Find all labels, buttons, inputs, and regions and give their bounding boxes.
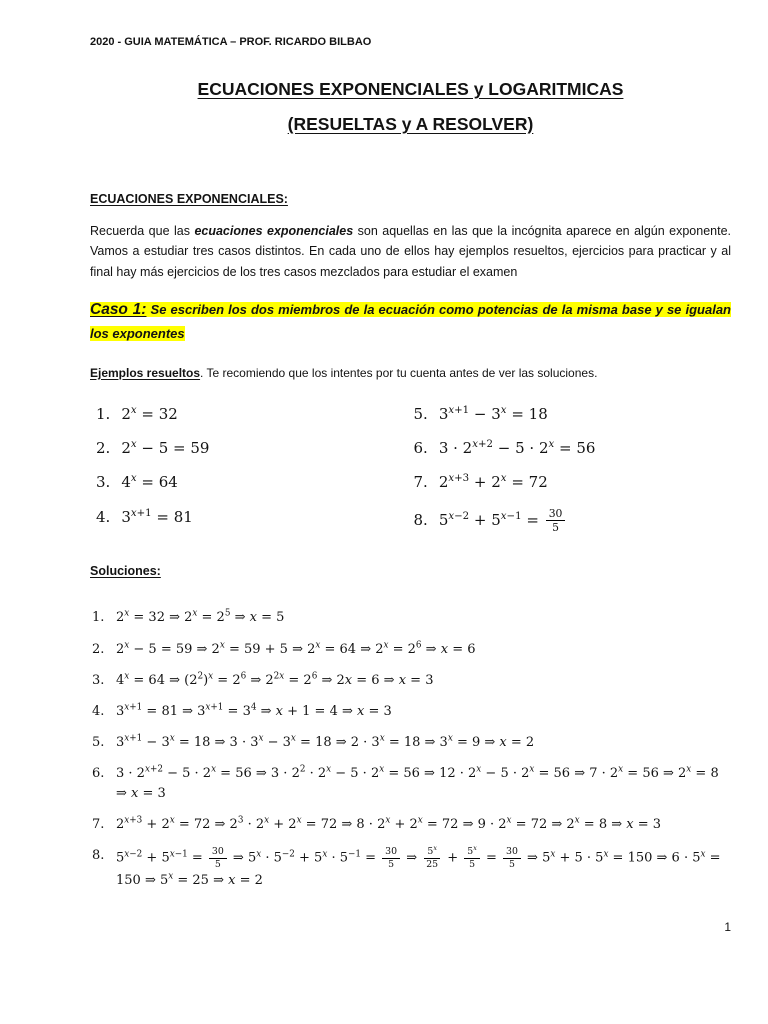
ejemplos-label: Ejemplos resueltos [90, 365, 201, 380]
caso1-label: Caso 1: [90, 300, 147, 318]
fraction-numerator: 30 [503, 846, 521, 859]
exponent: x+1 [130, 507, 152, 519]
fraction-numerator: 30 [209, 846, 227, 859]
item-number: 4. [96, 507, 111, 526]
exponent: 2x [273, 671, 285, 682]
section-heading-exponenciales: ECUACIONES EXPONENCIALES: [90, 192, 288, 206]
fraction [503, 846, 521, 870]
exponent: x+2 [472, 439, 493, 451]
math-expression: $3^{x+1} - 3^x = 18$ ⇒ $3 \cdot 3^x - 3^x = 18$ ⇒ $2 \cdot 3^x = 18$ ⇒ $3^x = 9$ ⇒ x = 2 [116, 733, 535, 750]
math-expression: $2^x = 32$ ⇒ $2^x = 2^5$ ⇒ x = 5 [116, 609, 285, 626]
intro-text-pre: Recuerda que las [90, 224, 195, 238]
exponent: x [473, 845, 477, 853]
exponent: x [192, 609, 198, 620]
exponent: x+1 [124, 702, 143, 713]
exponent: x−2 [448, 510, 470, 522]
exponent: x [296, 815, 302, 826]
equations-list [90, 404, 731, 549]
solution-item [92, 671, 731, 692]
exponent: x+1 [448, 404, 470, 416]
soluciones-heading: Soluciones: [90, 564, 161, 579]
fraction [546, 507, 566, 535]
exponent: −1 [347, 849, 361, 860]
item-number: 1. [96, 404, 111, 423]
solution-item [92, 608, 731, 629]
exponent: x [500, 473, 507, 485]
fraction [423, 846, 441, 870]
item-number: 6. [92, 765, 105, 781]
exponent: 6 [311, 671, 318, 682]
exponent: 6 [415, 640, 422, 651]
exponent: x [130, 404, 137, 416]
exponent: x [130, 473, 137, 485]
exponent: 2 [197, 671, 204, 682]
exponent: x [290, 733, 296, 744]
exponent: x+1 [124, 733, 143, 744]
exponent: x [169, 815, 175, 826]
exponent: x [379, 733, 385, 744]
exponent: x [476, 764, 482, 775]
fraction-numerator: 5$^x$ [424, 846, 440, 859]
fraction [382, 846, 400, 870]
ejemplos-line [90, 366, 731, 380]
math-expression: $3 \cdot 2^{x+2} - 5 \cdot 2^x = 56$ ⇒ $3 \cdot 2^2 \cdot 2^x - 5 \cdot 2^x = 56$ ⇒ $12 \cdot 2^x - 5 \cdot 2^x = 56$ ⇒ $7 \cdot 2^x = 56$ ⇒ $2^x = 8$ ⇒ x = 3 [116, 764, 719, 802]
document-title [90, 72, 731, 142]
exponent: x [169, 733, 175, 744]
title-line-1: ECUACIONES EXPONENCIALES y LOGARITMICAS [197, 79, 624, 99]
math-expression: $3^{x+1} - 3^x = 18$ [438, 404, 548, 423]
equation-item [414, 472, 732, 492]
item-number: 7. [92, 817, 105, 833]
item-number: 2. [92, 641, 105, 657]
exponent: x [548, 439, 555, 451]
exponent: x [603, 849, 609, 860]
fraction-denominator: 5 [469, 858, 476, 870]
exponent: x [529, 764, 535, 775]
exponent: x [208, 671, 214, 682]
equation-item [96, 404, 414, 424]
math-expression: $4^x = 64$ [121, 473, 178, 492]
math-expression: $2^x = 32$ [121, 404, 178, 423]
equation-item [96, 507, 414, 527]
fraction [209, 846, 227, 870]
item-number: 6. [413, 439, 428, 458]
item-number: 3. [96, 473, 111, 492]
exponent: x [258, 733, 264, 744]
ejemplos-text: . Te recomiendo que los intentes por tu cuenta antes de ver las soluciones. [200, 365, 598, 380]
exponent: x [315, 640, 321, 651]
caso1-statement [90, 297, 731, 346]
exponent: x [326, 764, 332, 775]
exponent: x [379, 764, 385, 775]
fraction-numerator: 5$^x$ [464, 846, 480, 859]
solution-item [92, 815, 731, 836]
intro-paragraph [90, 221, 731, 282]
exponent: x [385, 815, 391, 826]
exponent: x+2 [144, 764, 163, 775]
document-header: 2020 - GUIA MATEMÁTICA – PROF. RICARDO BILBAO [90, 36, 372, 48]
equation-item [96, 472, 414, 492]
solution-item [92, 702, 731, 723]
math-expression: $3 \cdot 2^{x+2} - 5 \cdot 2^x = 56$ [438, 439, 596, 458]
page-number: 1 [724, 920, 731, 934]
math-expression: $5^{x-2} + 5^{x-1}$ = $\frac{30}{5}$ ⇒ $5^x \cdot 5^{-2} + 5^x \cdot 5^{-1}$ = $\frac{30}{5}$ ⇒ $\frac{5^x}{25}$ + $\frac{5^x}{5}$ = $\frac{30}{5}$ ⇒ $5^x + 5 \cdot 5^x = 150$ ⇒ $6 \cdot 5^x = 150$ ⇒ $5^x = 25$ ⇒ x = 2 [116, 845, 721, 888]
exponent: x [168, 871, 174, 882]
exponent: x [130, 439, 137, 451]
exponent: x [447, 733, 453, 744]
exponent: x [124, 640, 130, 651]
caso1-highlight [90, 302, 731, 342]
math-expression: $2^{x+3} + 2^x = 72$ ⇒ $2^3 \cdot 2^x + 2^x = 72$ ⇒ $8 \cdot 2^x + 2^x = 72$ ⇒ $9 \cdot 2^x = 72$ ⇒ $2^x = 8$ ⇒ x = 3 [116, 815, 662, 833]
exponent: x+3 [124, 815, 143, 826]
item-number: 8. [413, 510, 428, 529]
exponent: x−1 [169, 849, 188, 860]
fraction [464, 846, 480, 870]
solutions-list [90, 608, 731, 891]
fraction-denominator: 5 [552, 521, 559, 534]
fraction-denominator: 5 [388, 858, 395, 870]
exponent: x [383, 640, 389, 651]
solution-item [92, 764, 731, 805]
exponent: x [574, 815, 580, 826]
math-expression: $3^{x+1} = 81$ ⇒ $3^{x+1} = 3^4$ ⇒ x + 1 = 4 ⇒ x = 3 [116, 702, 392, 719]
exponent: x [500, 404, 507, 416]
intro-text-post: son aquellas en las que la incógnita aparece en algún exponente. Vamos a estudiar tres casos distintos. En cada uno de ellos hay ejemplos resueltos, ejercicios para practicar y al final hay más ejercicios de los tres casos mezclados para estudiar el examen [90, 224, 732, 279]
intro-emphasis: ecuaciones exponenciales [194, 224, 354, 238]
equations-left-column [96, 404, 414, 549]
fraction-denominator: 25 [426, 858, 439, 870]
solution-item [92, 846, 731, 891]
item-number: 2. [96, 439, 111, 458]
math-expression: $5^{x-2} + 5^{x-1}$ = $\frac{30}{5}$ [439, 507, 568, 535]
exponent: x [211, 764, 217, 775]
exponent: x [256, 849, 262, 860]
exponent: x+1 [205, 702, 224, 713]
exponent: 3 [237, 815, 244, 826]
item-number: 8. [92, 848, 105, 864]
exponent: x [550, 849, 556, 860]
math-expression: $2^{x+3} + 2^x = 72$ [438, 473, 548, 492]
exponent: x [700, 849, 706, 860]
exponent: x [417, 815, 423, 826]
exponent: x [124, 671, 130, 682]
item-number: 5. [92, 734, 105, 750]
title-line-2: (RESUELTAS y A RESOLVER) [287, 114, 534, 134]
item-number: 4. [92, 703, 105, 719]
item-number: 7. [413, 473, 428, 492]
exponent: x [322, 849, 328, 860]
math-expression: $2^x - 5 = 59$ [121, 439, 210, 458]
fraction-numerator: 30 [546, 507, 566, 521]
exponent: x [506, 815, 512, 826]
exponent: −2 [281, 849, 295, 860]
exponent: 5 [224, 609, 231, 620]
fraction-numerator: 30 [382, 846, 400, 859]
math-expression: $2^x - 5 = 59$ ⇒ $2^x = 59 + 5$ ⇒ $2^x = 64$ ⇒ $2^x = 2^6$ ⇒ x = 6 [116, 640, 476, 657]
exponent: x [433, 845, 437, 853]
equation-item [414, 507, 732, 535]
solution-item [92, 640, 731, 661]
item-number: 3. [92, 672, 105, 688]
caso1-text: Se escriben los dos miembros de la ecuación como potencias de la misma base y se igualan los exponentes [90, 301, 731, 342]
math-expression: $3^{x+1} = 81$ [121, 507, 193, 526]
solution-item [92, 733, 731, 754]
exponent: x+3 [448, 473, 470, 485]
exponent: x [124, 609, 130, 620]
equation-item [414, 404, 732, 424]
equations-right-column [414, 404, 732, 549]
fraction-denominator: 5 [508, 858, 515, 870]
exponent: x−1 [500, 510, 522, 522]
math-expression: $4^x = 64$ ⇒ $(2^2)^x = 2^6$ ⇒ $2^{2x} = 2^6$ ⇒ 2x = 6 ⇒ x = 3 [116, 671, 434, 688]
exponent: x−2 [124, 849, 143, 860]
equation-item [96, 438, 414, 458]
item-number: 1. [92, 610, 105, 626]
exponent: x [264, 815, 270, 826]
exponent: 6 [240, 671, 247, 682]
fraction-denominator: 5 [214, 858, 221, 870]
exponent: 4 [250, 702, 257, 713]
exponent: x [618, 764, 624, 775]
exponent: x [219, 640, 225, 651]
equation-item [414, 438, 732, 458]
exponent: 2 [299, 764, 306, 775]
item-number: 5. [413, 404, 428, 423]
exponent: x [686, 764, 692, 775]
